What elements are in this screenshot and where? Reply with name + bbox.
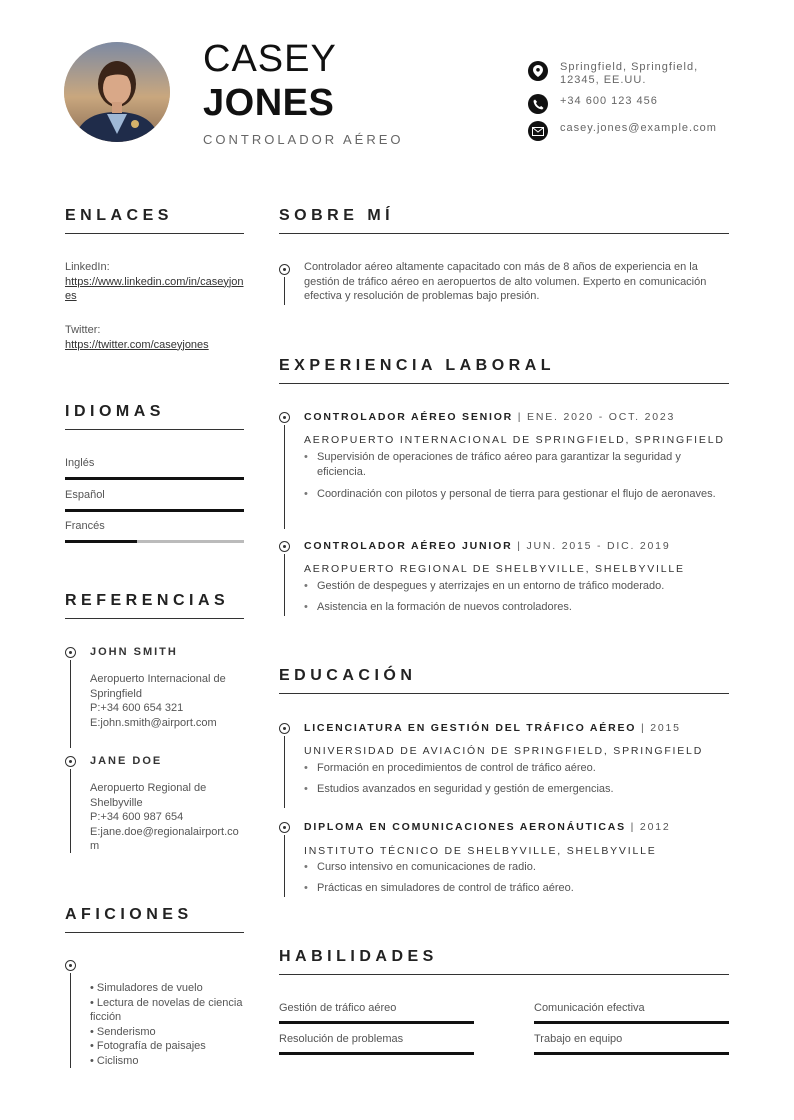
experience-heading: EXPERIENCIA LABORAL	[279, 357, 729, 384]
skill-label: Trabajo en equipo	[534, 1033, 623, 1045]
skill-label: Gestión de tráfico aéreo	[279, 1002, 397, 1014]
skill-label: Comunicación efectiva	[534, 1002, 645, 1014]
reference-company: Aeropuerto Regional de Shelbyville	[90, 782, 207, 809]
job-company: AEROPUERTO REGIONAL DE SHELBYVILLE, SHELBYVILLE	[304, 563, 685, 575]
skill-bar	[279, 1021, 474, 1024]
job-dates: | JUN. 2015 - DIC. 2019	[512, 540, 671, 552]
envelope-icon	[528, 121, 548, 141]
education-school: UNIVERSIDAD DE AVIACIÓN DE SPRINGFIELD, SPRINGFIELD	[304, 745, 704, 757]
reference-name: JOHN SMITH	[90, 646, 178, 658]
reference-details	[90, 672, 244, 730]
contact-email-text: casey.jones@example.com	[560, 122, 717, 134]
language-level-fill	[65, 509, 244, 512]
linkedin-link[interactable]: https://www.linkedin.com/in/caseyjones	[65, 275, 244, 302]
language-item	[65, 489, 244, 512]
timeline-dot-icon	[279, 541, 290, 552]
reference-company: Aeropuerto Internacional de Springfield	[90, 673, 226, 700]
language-level-bar	[65, 509, 244, 512]
language-level-bar	[65, 540, 244, 543]
education-heading-line	[304, 722, 681, 734]
hobby-item: • Fotografía de paisajes	[90, 1040, 206, 1052]
education-heading-line	[304, 821, 671, 833]
language-name: Español	[65, 489, 105, 501]
timeline-dot-icon	[65, 756, 76, 767]
hobbies-heading: AFICIONES	[65, 906, 244, 933]
job-title: CONTROLADOR AÉREO	[203, 132, 404, 147]
timeline-line	[70, 769, 71, 853]
hobby-item: • Simuladores de vuelo	[90, 982, 203, 994]
skill-label: Resolución de problemas	[279, 1033, 404, 1045]
about-heading: SOBRE MÍ	[279, 207, 729, 234]
contact-phone	[528, 94, 658, 114]
job-bullet: • Coordinación con pilotos y personal de tierra para gestionar el flujo de aeronaves.	[304, 487, 724, 502]
education-bullet: • Curso intensivo en comunicaciones de radio.	[304, 860, 724, 875]
education-year: | 2012	[625, 821, 671, 833]
timeline-line	[284, 554, 285, 616]
timeline-line	[284, 277, 285, 305]
timeline-line	[70, 660, 71, 748]
job-bullet: • Supervisión de operaciones de tráfico aéreo para garantizar la seguridad y eficiencia.	[304, 450, 724, 479]
twitter-label: Twitter:	[65, 324, 101, 336]
timeline-line	[284, 736, 285, 808]
about-text: Controlador aéreo altamente capacitado con más de 8 años de experiencia en la gestión de tráfico aéreo en aeropuertos de alto volumen. Experto en comunicación efectiva y resolución de problemas bajo presión.	[304, 261, 707, 302]
skill-bar	[534, 1021, 729, 1024]
timeline-line	[284, 835, 285, 897]
timeline-line	[70, 973, 71, 1068]
job-role: CONTROLADOR AÉREO JUNIOR	[304, 540, 513, 552]
references-heading: REFERENCIAS	[65, 592, 244, 619]
timeline-dot-icon	[279, 412, 290, 423]
skill-item	[279, 1033, 474, 1055]
hobby-item: • Lectura de novelas de ciencia ficción	[90, 996, 243, 1023]
skill-item	[534, 1002, 729, 1024]
language-level-bar	[65, 477, 244, 480]
job-heading	[304, 411, 675, 423]
language-name: Inglés	[65, 457, 95, 469]
phone-icon	[528, 94, 548, 114]
linkedin-label: LinkedIn:	[65, 261, 110, 273]
hobby-item: • Senderismo	[90, 1025, 156, 1038]
contact-email	[528, 121, 717, 141]
language-item	[65, 520, 244, 543]
timeline-dot-icon	[279, 264, 290, 275]
reference-phone: P:+34 600 654 321	[90, 702, 184, 714]
reference-details	[90, 781, 244, 854]
language-level-fill	[65, 477, 244, 480]
job-dates: | ENE. 2020 - OCT. 2023	[513, 411, 676, 423]
education-degree: DIPLOMA EN COMUNICACIONES AERONÁUTICAS	[304, 821, 626, 833]
hobbies-list	[90, 981, 244, 1068]
language-name: Francés	[65, 520, 105, 532]
twitter-link[interactable]: https://twitter.com/caseyjones	[65, 338, 209, 351]
job-role: CONTROLADOR AÉREO SENIOR	[304, 411, 514, 423]
reference-email: E:jane.doe@regionalairport.com	[90, 825, 239, 852]
hobby-item: • Ciclismo	[90, 1054, 139, 1067]
education-year: | 2015	[636, 722, 681, 734]
links-heading: ENLACES	[65, 207, 244, 234]
languages-heading: IDIOMAS	[65, 403, 244, 430]
language-item	[65, 457, 244, 480]
education-bullet: • Estudios avanzados en seguridad y gestión de emergencias.	[304, 782, 724, 797]
profile-photo	[64, 42, 170, 142]
first-name: CASEY	[203, 38, 337, 80]
education-school: INSTITUTO TÉCNICO DE SHELBYVILLE, SHELBYVILLE	[304, 845, 657, 857]
linkedin-link-block	[65, 260, 245, 304]
timeline-line	[284, 425, 285, 529]
education-heading: EDUCACIÓN	[279, 667, 729, 694]
timeline-dot-icon	[65, 647, 76, 658]
language-level-fill	[65, 540, 137, 543]
reference-name: JANE DOE	[90, 755, 163, 767]
reference-phone: P:+34 600 987 654	[90, 811, 184, 823]
location-pin-icon	[528, 61, 548, 81]
job-heading	[304, 540, 670, 552]
skills-heading: HABILIDADES	[279, 948, 729, 975]
education-bullet: • Prácticas en simuladores de control de tráfico aéreo.	[304, 881, 724, 896]
reference-email: E:john.smith@airport.com	[90, 716, 217, 729]
contact-address	[528, 61, 720, 87]
job-bullet: • Gestión de despegues y aterrizajes en un entorno de tráfico moderado.	[304, 579, 724, 594]
timeline-dot-icon	[279, 822, 290, 833]
contact-address-text: Springfield, Springfield, 12345, EE.UU.	[560, 61, 699, 86]
skill-bar	[534, 1052, 729, 1055]
education-bullet: • Formación en procedimientos de control de tráfico aéreo.	[304, 761, 724, 776]
timeline-dot-icon	[279, 723, 290, 734]
skill-item	[534, 1033, 729, 1055]
timeline-dot-icon	[65, 960, 76, 971]
job-company: AEROPUERTO INTERNACIONAL DE SPRINGFIELD, SPRINGFIELD	[304, 434, 725, 446]
twitter-link-block	[65, 323, 245, 352]
skill-bar	[279, 1052, 474, 1055]
contact-phone-text: +34 600 123 456	[560, 95, 658, 107]
skill-item	[279, 1002, 474, 1024]
job-bullet: • Asistencia en la formación de nuevos controladores.	[304, 600, 724, 615]
last-name: JONES	[203, 82, 335, 124]
education-degree: LICENCIATURA EN GESTIÓN DEL TRÁFICO AÉREO	[304, 722, 637, 734]
